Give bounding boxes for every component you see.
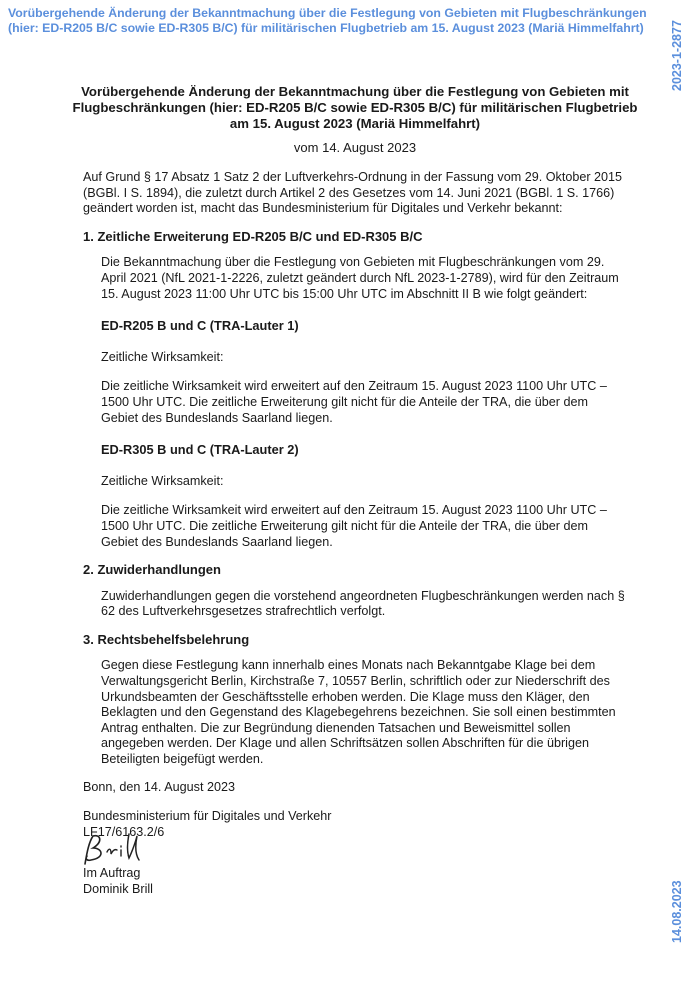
header-banner: Vorübergehende Änderung der Bekanntmachung über die Festlegung von Gebieten mit Flugbeschränkungen (hier: ED-R205 B/C sowie ED-R305 B/C) für militärischen Flugbetrieb am 15. August 2023 (Mariä Himmelfahrt) bbox=[8, 6, 647, 35]
side-date: 14.08.2023 bbox=[670, 880, 684, 943]
section-1-intro: Die Bekanntmachung über die Festlegung von Gebieten mit Flugbeschränkungen vom 29. April 2021 (NfL 2021-1-2226, zuletzt geändert durch NfL 2023-1-2789), wird für den Zeitraum 15. August 2023 11:00 Uhr UTC bis 15:00 Uhr UTC im Abschnitt II B wie folgt geändert: bbox=[101, 255, 619, 301]
side-reference-number: 2023-1-2877 bbox=[670, 20, 684, 91]
area-2-text: Die zeitliche Wirksamkeit wird erweitert auf den Zeitraum 15. August 2023 1100 Uhr UTC – 1500 Uhr UTC. Die zeitliche Erweiterung gilt nicht für die Anteile der TRA, die über dem Gebiet des Bundeslands Saarland liegen. bbox=[101, 503, 607, 549]
area-2-label: Zeitliche Wirksamkeit: bbox=[101, 473, 224, 488]
document-date: vom 14. August 2023 bbox=[293, 140, 417, 155]
area-1-heading: ED-R205 B und C (TRA-Lauter 1) bbox=[101, 318, 299, 334]
area-2-heading: ED-R305 B und C (TRA-Lauter 2) bbox=[101, 442, 299, 458]
signatory-name: Dominik Brill bbox=[83, 882, 153, 896]
im-auftrag: Im Auftrag bbox=[83, 866, 141, 881]
handwritten-signature bbox=[77, 830, 157, 870]
section-1-body bbox=[101, 255, 628, 550]
signature-area bbox=[83, 840, 628, 866]
file-reference: LF17/6163.2/6 bbox=[83, 824, 165, 839]
document-title: Vorübergehende Änderung der Bekanntmachung über die Festlegung von Gebieten mit Flugbeschränkungen (hier: ED-R205 B/C sowie ED-R305 B/C) für militärischen Flugbetrieb am 15. August 2023 (Mariä Himmelfahrt) bbox=[72, 84, 638, 131]
area-1-text: Die zeitliche Wirksamkeit wird erweitert auf den Zeitraum 15. August 2023 1100 Uhr UTC – 1500 Uhr UTC. Die zeitliche Erweiterung gilt nicht für die Anteile der TRA, die über dem Gebiet des Bundeslands Saarland liegen. bbox=[101, 379, 607, 425]
section-2-heading: 2. Zuwiderhandlungen bbox=[83, 562, 221, 578]
section-3-text: Gegen diese Festlegung kann innerhalb eines Monats nach Bekanntgabe Klage bei dem Verwaltungsgericht Berlin, Kirchstraße 7, 10557 Berlin, schriftlich oder zur Niederschrift des Urkundsbeamten der Geschäftsstelle erhoben werden. Die Klage muss den Kläger, den Beklagten und den Gegenstand des Klagebegehrens bezeichnen. Sie soll einen bestimmten Antrag enthalten. Die zur Begründung dienenden Tatsachen und Beweismittel sollen angegeben werden. Der Klage und allen Schriftsätzen sollen Abschriften für die übrigen Beteiligten beigefügt werden. bbox=[101, 658, 616, 767]
section-3-body bbox=[101, 658, 628, 767]
section-1-heading: 1. Zeitliche Erweiterung ED-R205 B/C und ED-R305 B/C bbox=[83, 228, 423, 244]
section-2-body bbox=[101, 589, 628, 620]
document-body bbox=[83, 170, 628, 898]
section-2-text: Zuwiderhandlungen gegen die vorstehend angeordneten Flugbeschränkungen werden nach § 62 des Luftverkehrsgesetzes strafrechtlich verfolgt. bbox=[101, 588, 625, 619]
section-3-heading: 3. Rechtsbehelfsbelehrung bbox=[83, 631, 250, 647]
area-1-label: Zeitliche Wirksamkeit: bbox=[101, 349, 224, 364]
place-date: Bonn, den 14. August 2023 bbox=[83, 779, 235, 794]
intro-paragraph: Auf Grund § 17 Absatz 1 Satz 2 der Luftverkehrs-Ordnung in der Fassung vom 29. Oktober 2015 (BGBl. I S. 1894), die zuletzt durch Artikel 2 des Gesetzes vom 14. Juni 2021 (BGBl. 1 S. 1766) geändert worden ist, macht das Bundesministerium für Digitales und Verkehr bekannt: bbox=[83, 170, 623, 216]
ministry-name: Bundesministerium für Digitales und Verkehr bbox=[83, 809, 332, 824]
